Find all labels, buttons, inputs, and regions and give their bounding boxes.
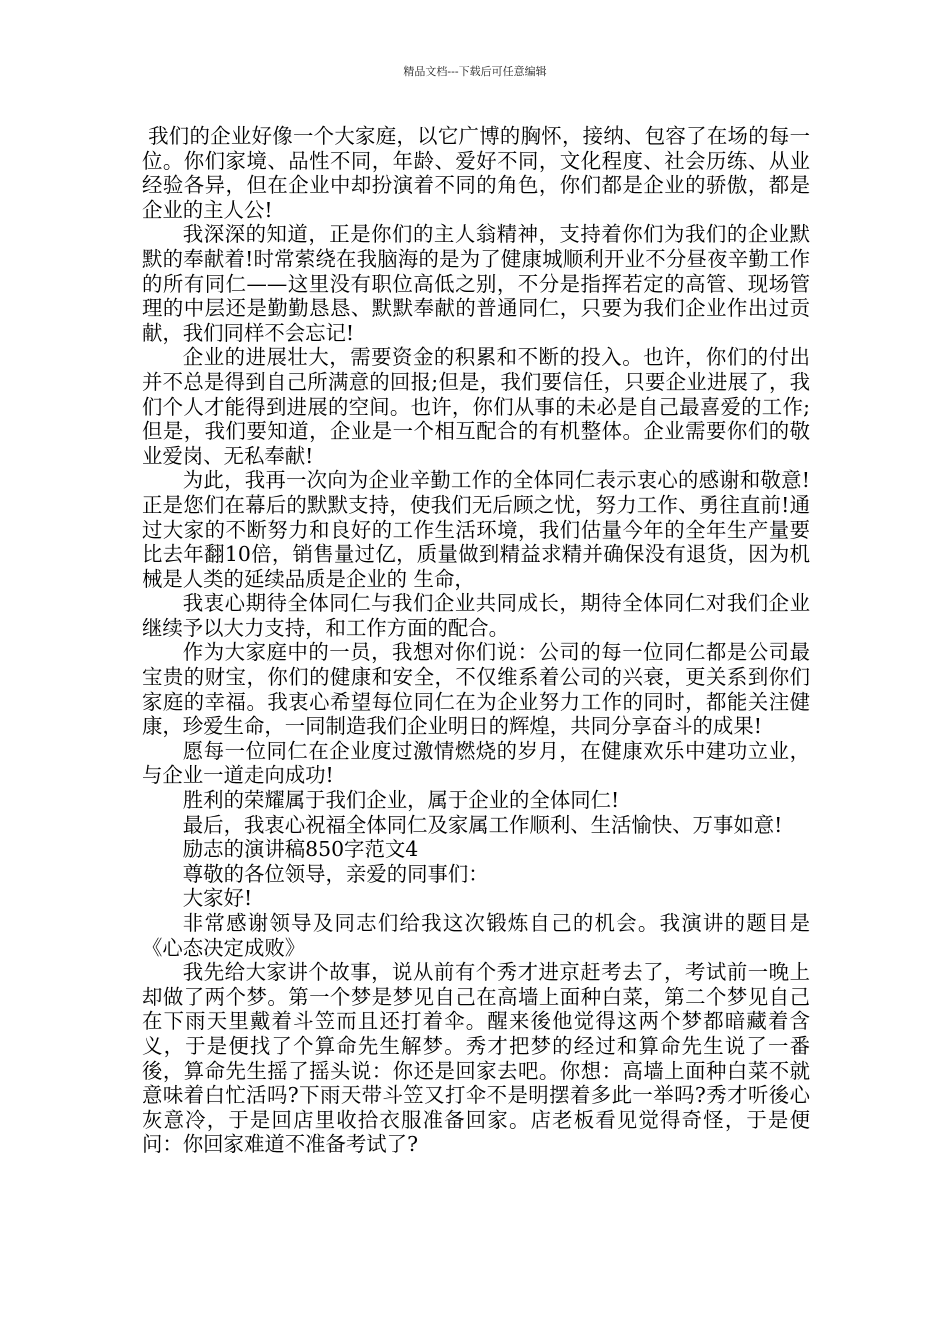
- greeting: 大家好!: [182, 886, 253, 911]
- paragraph-2: 我深深的知道，正是你们的主人翁精神，支持着你们为我们的企业默默的奉献着!时常萦绕在我脑海的是为了健康城顺利开业不分昼夜辛勤工作的所有同仁——这里没有职位高低之别，不分是指挥若定的高管、现场管理的中层还是勤勤恳恳、默默奉献的普通同仁，只要为我们企业作出过贡献，我们同样不会忘记!: [142, 222, 810, 345]
- paragraph-6: 作为大家庭中的一员，我想对你们说：公司的每一位同仁都是公司最宝贵的财宝，你们的健康和安全，不仅维系着公司的兴衰，更关系到你们家庭的幸福。我衷心希望每位同仁在为企业努力工作的同时，都能关注健康，珍爱生命，一同制造我们企业明日的辉煌，共同分享奋斗的成果!: [142, 640, 810, 739]
- paragraph-14: 我先给大家讲个故事，说从前有个秀才进京赶考去了，考试前一晚上却做了两个梦。第一个梦是梦见自己在高墙上面种白菜，第二个梦见自己在下雨天里戴着斗笠而且还打着伞。醒来後他觉得这两个梦都暗藏着含义，于是便找了个算命先生解梦。秀才把梦的经过和算命先生说了一番後，算命先生摇了摇头说：你还是回家去吧。你想：高墙上面种白菜不就意味着白忙活吗?下雨天带斗笠又打伞不是明摆着多此一举吗?秀才听後心灰意冷，于是回店里收拾衣服准备回家。店老板看见觉得奇怪，于是便问：你回家难道不准备考试了?: [142, 960, 810, 1157]
- paragraph-5: 我衷心期待全体同仁与我们企业共同成长，期待全体同仁对我们企业继续予以大力支持，和工作方面的配合。: [142, 591, 810, 640]
- paragraph-1: 我们的企业好像一个大家庭，以它广博的胸怀，接纳、包容了在场的每一位。你们家境、品性不同，年龄、爱好不同，文化程度、社会历练、从业经验各异，但在企业中却扮演着不同的角色，你们都是企业的骄傲，都是企业的主人公!: [142, 124, 810, 222]
- paragraph-3: 企业的进展壮大，需要资金的积累和不断的投入。也许，你们的付出并不总是得到自己所满意的回报;但是，我们要信任，只要企业进展了，我们个人才能得到进展的空间。也许，你们从事的未必是自己最喜爱的工作;但是，我们要知道，企业是一个相互配合的有机整体。企业需要你们的敬业爱岗、无私奉献!: [142, 345, 810, 468]
- document-body: [142, 124, 810, 1157]
- page-header: 精品文档---下载后可任意编辑: [403, 65, 547, 78]
- paragraph-7: 愿每一位同仁在企业度过激情燃烧的岁月，在健康欢乐中建功立业，与企业一道走向成功!: [142, 738, 810, 788]
- paragraph-8: 胜利的荣耀属于我们企业，属于企业的全体同仁!: [182, 788, 620, 813]
- paragraph-13: 非常感谢领导及同志们给我这次锻炼自己的机会。我演讲的题目是《心态决定成败》: [142, 911, 810, 960]
- salutation: 尊敬的各位领导，亲爱的同事们：: [182, 861, 489, 886]
- section-title: 励志的演讲稿850字范文4: [182, 837, 419, 862]
- paragraph-4: 为此，我再一次向为企业辛勤工作的全体同仁表示衷心的感谢和敬意!正是您们在幕后的默默支持，使我们无后顾之忧，努力工作、勇往直前!通过大家的不断努力和良好的工作生活环境，我们估量今年的全年生产量要比去年翻10倍，销售量过亿，质量做到精益求精并确保没有退货，因为机械是人类的延续品质是企业的 生命，: [142, 468, 810, 591]
- paragraph-9: 最后，我衷心祝福全体同仁及家属工作顺利、生活愉快、万事如意!: [182, 812, 783, 837]
